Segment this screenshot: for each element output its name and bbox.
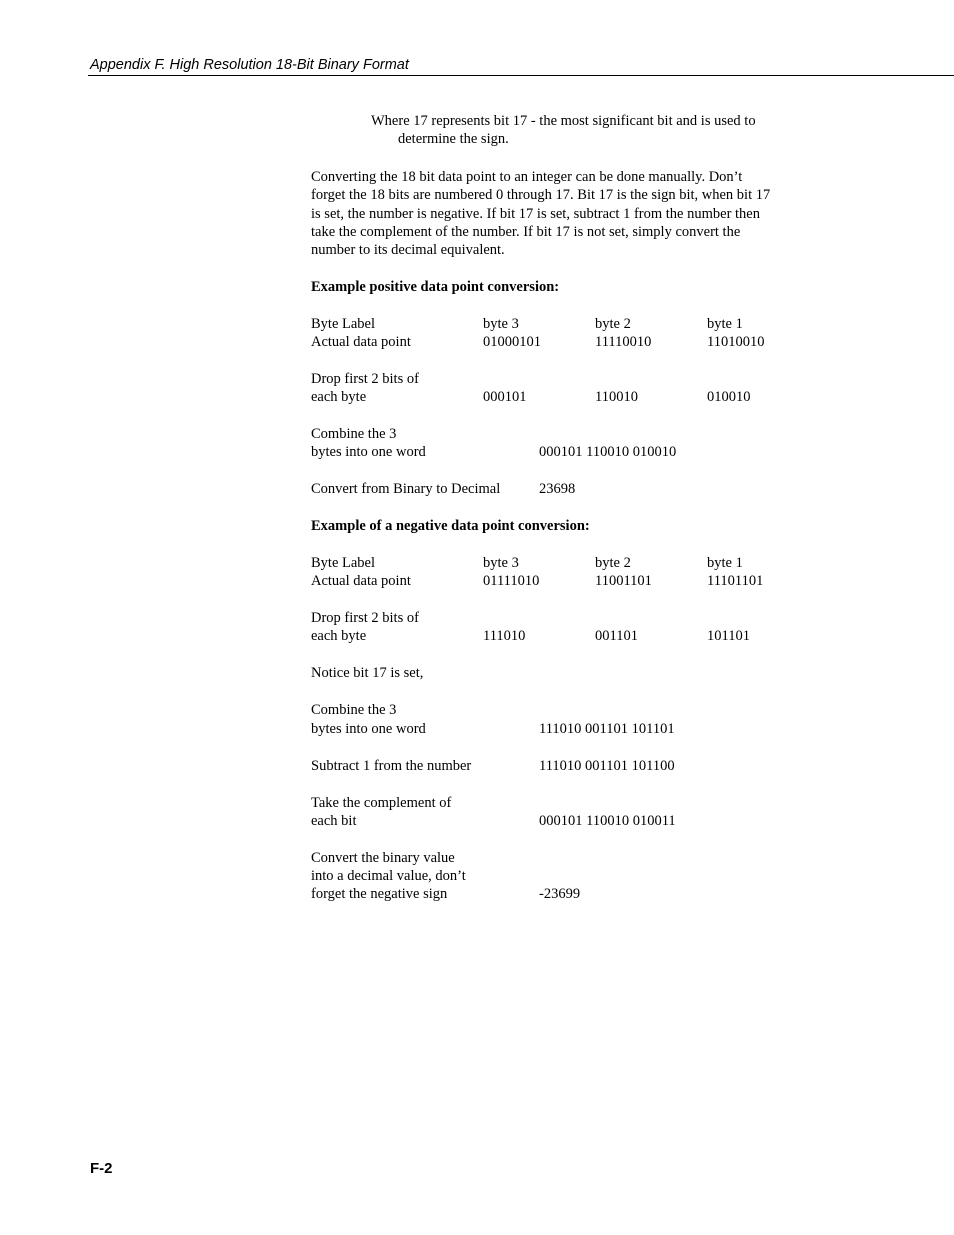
neg-complement-label-2: each bit (311, 813, 357, 829)
intro-note-line-2: determine the sign. (398, 131, 509, 148)
pos-convert-value: 23698 (539, 481, 576, 497)
pos-combine-label-1: Combine the 3 (311, 426, 397, 442)
neg-byte1-header: byte 1 (707, 555, 743, 571)
neg-convert-label-3: forget the negative sign (311, 886, 448, 902)
pos-convert-label: Convert from Binary to Decimal (311, 481, 501, 497)
neg-drop-label-2: each byte (311, 628, 367, 644)
neg-drop-byte3: 111010 (483, 628, 526, 644)
pos-byte2-header: byte 2 (595, 316, 631, 332)
neg-subtract-value: 111010 001101 101100 (539, 758, 675, 774)
pos-byte-label: Byte Label (311, 316, 376, 332)
pos-byte1-header: byte 1 (707, 316, 743, 332)
intro-note-line-1: Where 17 represents bit 17 - the most significant bit and is used to (371, 113, 756, 129)
neg-combine-label-2: bytes into one word (311, 721, 426, 737)
neg-actual-byte3: 01111010 (483, 573, 540, 589)
paragraph-line: Converting the 18 bit data point to an integer can be done manually. Don’t (311, 169, 743, 185)
pos-combine-label-2: bytes into one word (311, 444, 426, 460)
paragraph-line: number to its decimal equivalent. (311, 242, 505, 259)
neg-complement-value: 000101 110010 010011 (539, 813, 676, 829)
neg-convert-label-2: into a decimal value, don’t (311, 868, 466, 884)
pos-drop-byte3: 000101 (483, 389, 527, 405)
header-rule (88, 75, 954, 76)
neg-actual-label: Actual data point (311, 573, 411, 589)
neg-byte2-header: byte 2 (595, 555, 631, 571)
neg-actual-byte1: 11101101 (707, 573, 764, 589)
pos-actual-byte1: 11010010 (707, 334, 765, 350)
neg-drop-byte2: 001101 (595, 628, 638, 644)
page-number: F-2 (90, 1160, 113, 1177)
neg-combine-value: 111010 001101 101101 (539, 721, 675, 737)
pos-byte3-header: byte 3 (483, 316, 519, 332)
neg-drop-byte1: 101101 (707, 628, 750, 644)
neg-drop-label-1: Drop first 2 bits of (311, 610, 419, 626)
neg-byte3-header: byte 3 (483, 555, 519, 571)
pos-actual-byte2: 11110010 (595, 334, 652, 350)
neg-convert-label-1: Convert the binary value (311, 850, 455, 866)
pos-actual-label: Actual data point (311, 334, 411, 350)
neg-complement-label-1: Take the complement of (311, 795, 452, 811)
running-header: Appendix F. High Resolution 18-Bit Binary Format (90, 57, 409, 73)
paragraph-line: take the complement of the number. If bit 17 is not set, simply convert the (311, 223, 741, 240)
pos-drop-label-2: each byte (311, 389, 367, 405)
negative-example-heading: Example of a negative data point conversion: (311, 518, 590, 534)
pos-actual-byte3: 01000101 (483, 334, 541, 350)
pos-combine-value: 000101 110010 010010 (539, 444, 677, 460)
explanation-paragraph (311, 168, 821, 259)
intro-note (371, 112, 811, 149)
pos-drop-byte2: 110010 (595, 389, 638, 405)
neg-actual-byte2: 11001101 (595, 573, 652, 589)
neg-subtract-label: Subtract 1 from the number (311, 758, 472, 774)
neg-notice-text: Notice bit 17 is set, (311, 665, 424, 681)
neg-byte-label: Byte Label (311, 555, 376, 571)
neg-combine-label-1: Combine the 3 (311, 702, 397, 718)
pos-drop-label-1: Drop first 2 bits of (311, 371, 419, 387)
paragraph-line: is set, the number is negative. If bit 17 is set, subtract 1 from the number then (311, 205, 760, 222)
neg-convert-value: -23699 (539, 886, 581, 902)
pos-drop-byte1: 010010 (707, 389, 751, 405)
paragraph-line: forget the 18 bits are numbered 0 through 17. Bit 17 is the sign bit, when bit 17 (311, 187, 771, 204)
positive-example-heading: Example positive data point conversion: (311, 279, 560, 295)
